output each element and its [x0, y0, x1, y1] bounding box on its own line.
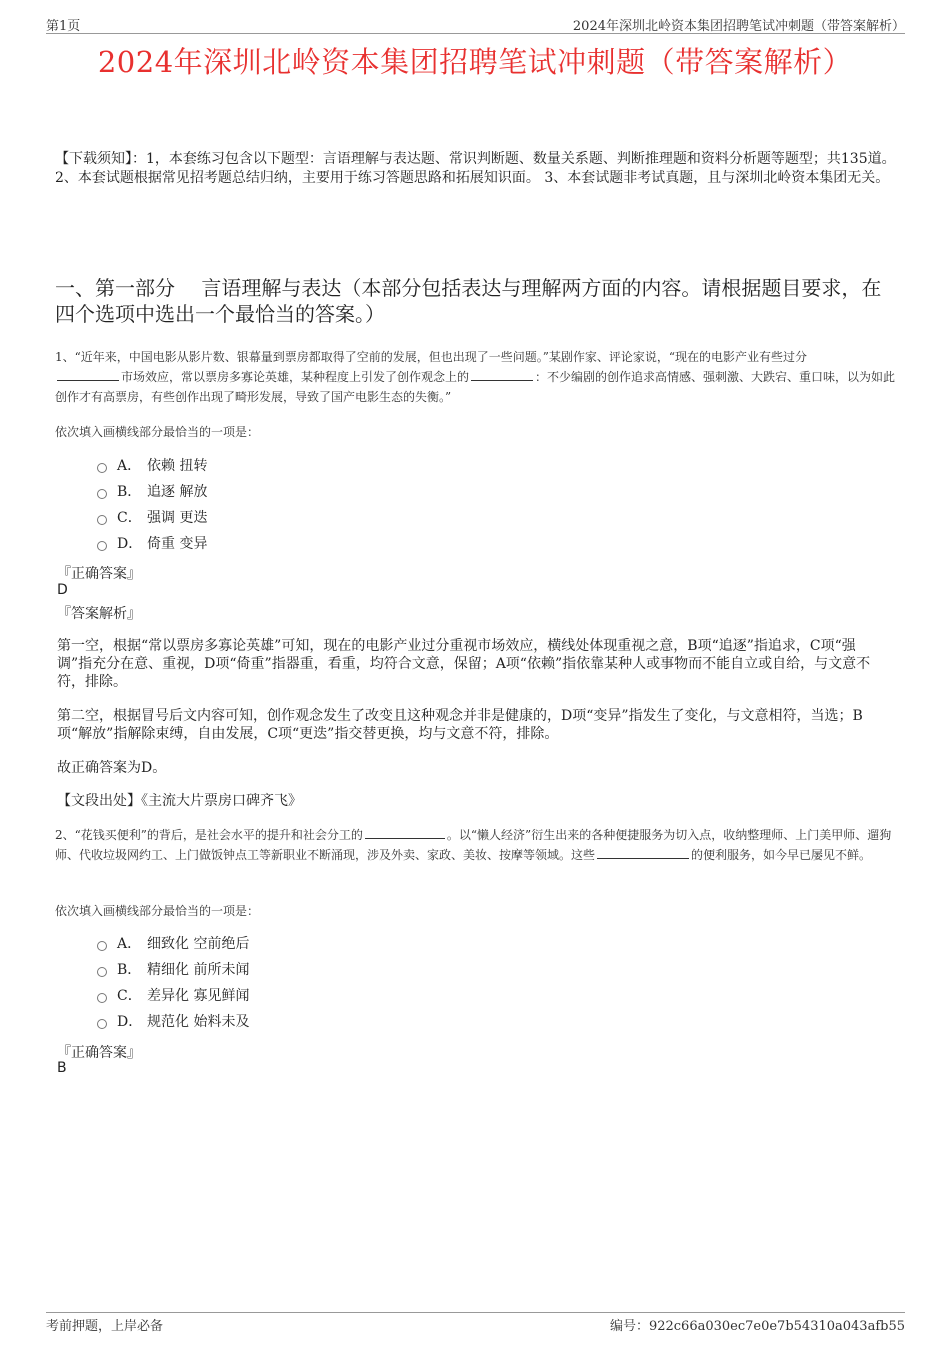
- page-footer: [46, 1312, 905, 1333]
- q1-stem-part-a: 1、“近年来，中国电影从影片数、银幕量到票房都取得了空前的发展，但也出现了一些问题。”某剧作家、评论家说，“现在的电影产业有些过分: [55, 350, 808, 364]
- q2-stem-part-c: 的便利服务，如今早已屡见不鲜。: [691, 848, 872, 862]
- q2-blank-1: [365, 826, 445, 839]
- q1-answer-label: 『正确答案』: [57, 566, 141, 582]
- q2-option-c[interactable]: C． 差异化 寡见鲜闻: [97, 983, 249, 1009]
- q1-analysis-2: 第二空，根据冒号后文内容可知，创作观念发生了改变且这种观念并非是健康的，D项“变异”指发生了变化，与文意相符，当选；B项“解放”指解除束缚，自由发展，C项“更迭”指交替更换，均与文意不符，排除。: [57, 708, 863, 742]
- q2-option-d[interactable]: D． 规范化 始料未及: [97, 1009, 249, 1035]
- q2-option-b[interactable]: B． 精细化 前所未闻: [97, 957, 249, 983]
- q1-instruction: 依次填入画横线部分最恰当的一项是：: [55, 425, 260, 439]
- q1-option-a[interactable]: A． 依赖 扭转: [97, 453, 207, 479]
- q1-analysis-1: 第一空，根据“常以票房多寡论英雄”可知，现在的电影产业过分重视市场效应，横线处体现重视之意，B项“追逐”指追求，C项“强调”指充分在意、重视，D项“倚重”指器重，看重，均符合文意，保留；A项“依赖”指依靠某种人或事物而不能自立或自给，与文意不符，排除。: [57, 638, 871, 690]
- radio-icon[interactable]: [97, 515, 107, 525]
- radio-icon[interactable]: [97, 967, 107, 977]
- q2-blank-2: [597, 846, 689, 859]
- q2-answer-label: 『正确答案』: [57, 1045, 141, 1061]
- q1-blank-1: [57, 368, 119, 381]
- radio-icon[interactable]: [97, 541, 107, 551]
- document-title: 2024年深圳北岭资本集团招聘笔试冲刺题（带答案解析）: [97, 45, 853, 79]
- page-header: [46, 14, 905, 34]
- q1-analysis-label: 『答案解析』: [57, 606, 141, 622]
- radio-icon[interactable]: [97, 993, 107, 1003]
- q1-option-d[interactable]: D． 倚重 变异: [97, 531, 207, 557]
- section-title: 一、第一部分 言语理解与表达（本部分包括表达与理解两方面的内容。请根据题目要求，在四个选项中选出一个最恰当的答案。）: [55, 276, 882, 326]
- radio-icon[interactable]: [97, 463, 107, 473]
- q1-blank-2: [471, 368, 533, 381]
- q2-option-a[interactable]: A． 细致化 空前绝后: [97, 931, 249, 957]
- q1-option-b[interactable]: B． 追逐 解放: [97, 479, 207, 505]
- radio-icon[interactable]: [97, 489, 107, 499]
- footer-doc-id: 编号：922c66a030ec7e0e7b54310a043afb55: [609, 1319, 905, 1334]
- q2-answer: B: [57, 1060, 67, 1076]
- q1-option-c[interactable]: C． 强调 更迭: [97, 505, 207, 531]
- page-number: 第1页: [46, 19, 81, 34]
- q1-stem-part-b: 市场效应，常以票房多寡论英雄，某种程度上引发了创作观念上的: [121, 370, 470, 384]
- q1-answer: D: [57, 582, 68, 598]
- q2-stem-part-b: 。以“懒人经济”衍生出来的各种便捷服务为切入点，收纳整理师、上门美甲师、遛狗师、代收垃圾网约工、上门做饭钟点工等新职业不断涌现，涉及外卖、家政、美妆、按摩等领域。这些: [55, 828, 892, 862]
- radio-icon[interactable]: [97, 1019, 107, 1029]
- q1-stem-part-c: ：不少编剧的创作追求高情感、强刺激、大跌宕、重口味，以为如此创作才有高票房，有些创作出现了畸形发展，导致了国产电影生态的失衡。”: [55, 370, 896, 404]
- q1-conclusion: 故正确答案为D。: [57, 760, 167, 776]
- download-notice: 【下载须知】：1，本套练习包含以下题型：言语理解与表达题、常识判断题、数量关系题、判断推理题和资料分析题等题型；共135道。 2、本套试题根据常见招考题总结归纳，主要用于练习答题思路和拓展知识面。 3、本套试题非考试真题，且与深圳北岭资本集团无关。: [55, 151, 896, 186]
- q2-stem-part-a: 2、“花钱买便利”的背后，是社会水平的提升和社会分工的: [55, 828, 363, 842]
- q1-options: [97, 453, 207, 557]
- radio-icon[interactable]: [97, 941, 107, 951]
- q1-source: 【文段出处】《主流大片票房口碑齐飞》: [57, 793, 302, 809]
- question-2-stem: [55, 825, 903, 865]
- q2-instruction: 依次填入画横线部分最恰当的一项是：: [55, 904, 260, 918]
- footer-slogan: 考前押题，上岸必备: [46, 1319, 164, 1334]
- header-doc-name: 2024年深圳北岭资本集团招聘笔试冲刺题（带答案解析）: [572, 19, 905, 34]
- question-1-stem: [55, 347, 903, 407]
- q2-options: [97, 931, 249, 1035]
